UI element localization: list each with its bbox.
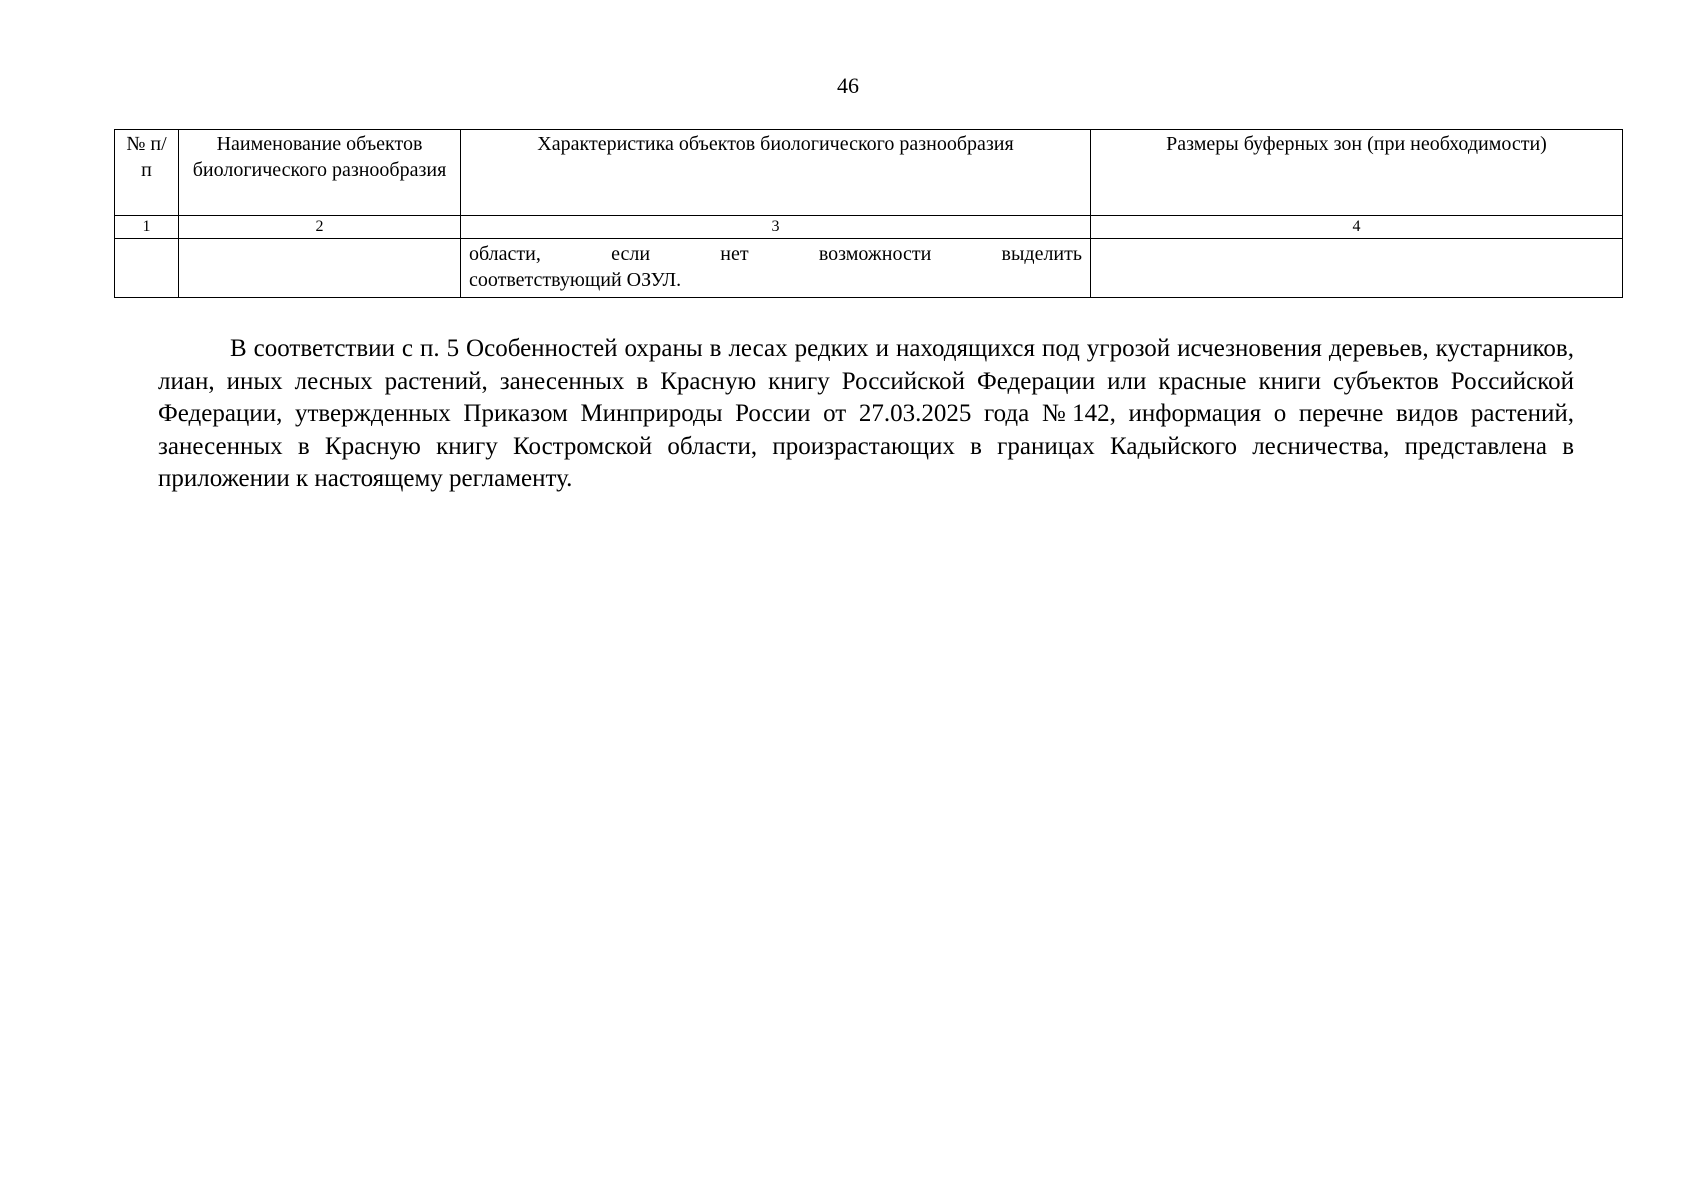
header-buffer-zones: Размеры буферных зон (при необходимости): [1091, 130, 1623, 216]
cell-characteristics-line1: области, если нет возможности выделить: [469, 243, 1082, 265]
table-header-row: [115, 130, 1623, 216]
column-number-row: [115, 216, 1623, 239]
cell-characteristics-line2: соответствующий ОЗУЛ.: [469, 269, 682, 291]
cell-number: [115, 239, 179, 298]
column-number: 2: [179, 216, 461, 239]
cell-characteristics: [461, 239, 1091, 298]
table-row: [115, 239, 1623, 298]
page-number: 46: [837, 73, 859, 98]
column-number: 4: [1091, 216, 1623, 239]
header-characteristics: Характеристика объектов биологического разнообразия: [461, 130, 1091, 216]
column-number: 1: [115, 216, 179, 239]
header-number: № п/п: [115, 130, 179, 216]
header-object-name: Наименование объектов биологического разнообразия: [179, 130, 461, 216]
cell-object-name: [179, 239, 461, 298]
column-number: 3: [461, 216, 1091, 239]
cell-buffer-zones: [1091, 239, 1623, 298]
body-paragraph: В соответствии с п. 5 Особенностей охраны в лесах редких и находящихся под угрозой исчезновения деревьев, кустарников, лиан, иных лесных растений, занесенных в Красную книгу Российской Федерации или красные книги субъектов Российской Федерации, утвержденных Приказом Минприроды России от 27.03.2025 года №142, информация о перечне видов растений, занесенных в Красную книгу Костромской области, произрастающих в границах Кадыйского лесничества, представлена в приложении к настоящему регламенту.: [158, 335, 1574, 492]
biodiversity-table: [114, 129, 1623, 298]
